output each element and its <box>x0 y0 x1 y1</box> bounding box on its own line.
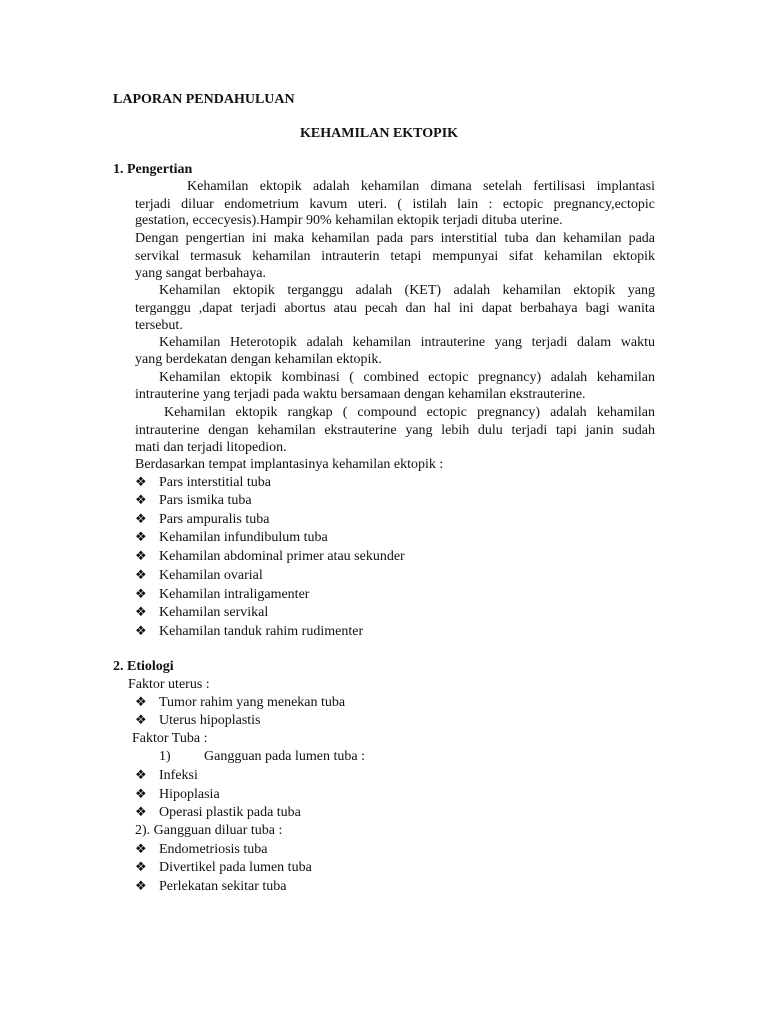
paragraph-line: servikal termasuk kehamilan intrauterin tetapi mempunyai sifat kehamilan ektopik <box>135 248 655 264</box>
list-item: Hipoplasia <box>159 787 220 802</box>
diamond-bullet-icon: ❖ <box>135 605 147 620</box>
faktor-tuba-label: Faktor Tuba : <box>132 731 208 746</box>
faktor-uterus-label: Faktor uterus : <box>128 677 210 692</box>
list-item: Pars interstitial tuba <box>159 475 271 490</box>
section-heading-etiologi: 2. Etiologi <box>113 659 174 674</box>
list-item: Kehamilan abdominal primer atau sekunder <box>159 549 405 564</box>
section-heading-pengertian: 1. Pengertian <box>113 162 193 177</box>
document-title: LAPORAN PENDAHULUAN <box>113 92 295 107</box>
list-item: Perlekatan sekitar tuba <box>159 879 287 894</box>
list-item: Endometriosis tuba <box>159 842 268 857</box>
diamond-bullet-icon: ❖ <box>135 549 147 564</box>
sub-item-heading: Gangguan pada lumen tuba : <box>204 749 365 764</box>
diamond-bullet-icon: ❖ <box>135 787 147 802</box>
diamond-bullet-icon: ❖ <box>135 624 147 639</box>
paragraph-line: Dengan pengertian ini maka kehamilan pada pars interstitial tuba dan kehamilan pada <box>135 231 655 246</box>
diamond-bullet-icon: ❖ <box>135 860 147 875</box>
diamond-bullet-icon: ❖ <box>135 587 147 602</box>
paragraph-line: yang sangat berbahaya. <box>135 266 266 281</box>
diamond-bullet-icon: ❖ <box>135 512 147 527</box>
sub-item-number: 1) <box>159 749 171 764</box>
diamond-bullet-icon: ❖ <box>135 530 147 545</box>
list-item: Pars ampuralis tuba <box>159 512 270 527</box>
list-item: Kehamilan infundibulum tuba <box>159 530 328 545</box>
diamond-bullet-icon: ❖ <box>135 695 147 710</box>
paragraph-line: Berdasarkan tempat implantasinya kehamilan ektopik : <box>135 457 444 472</box>
list-item: Divertikel pada lumen tuba <box>159 860 312 875</box>
list-item: Kehamilan servikal <box>159 605 269 620</box>
list-item: Infeksi <box>159 768 198 783</box>
paragraph-line: intrauterine dengan kehamilan ekstrauterine yang lebih dulu terjadi tapi janin sudah <box>135 422 655 438</box>
paragraph-line: mati dan terjadi litopedion. <box>135 440 287 455</box>
list-item: Operasi plastik pada tuba <box>159 805 301 820</box>
document-subtitle: KEHAMILAN EKTOPIK <box>300 126 459 141</box>
paragraph-line: Kehamilan Heterotopik adalah kehamilan intrauterine yang terjadi dalam waktu <box>159 335 655 350</box>
paragraph-line: intrauterine yang terjadi pada waktu bersamaan dengan kehamilan ekstrauterine. <box>135 387 586 402</box>
diamond-bullet-icon: ❖ <box>135 713 147 728</box>
list-item: Kehamilan intraligamenter <box>159 587 310 602</box>
list-item: Kehamilan tanduk rahim rudimenter <box>159 624 364 639</box>
paragraph-line: terjadi diluar endometrium kavum uteri. ( istilah lain : ectopic pregnancy,ectopic <box>135 196 655 212</box>
diamond-bullet-icon: ❖ <box>135 805 147 820</box>
sub-item-heading: 2). Gangguan diluar tuba : <box>135 823 283 838</box>
list-item: Tumor rahim yang menekan tuba <box>159 695 346 710</box>
paragraph-line: Kehamilan ektopik kombinasi ( combined ectopic pregnancy) adalah kehamilan <box>159 370 655 385</box>
list-item: Uterus hipoplastis <box>159 713 261 728</box>
paragraph-line: Kehamilan ektopik adalah kehamilan dimana setelah fertilisasi implantasi <box>187 179 655 194</box>
diamond-bullet-icon: ❖ <box>135 475 147 490</box>
list-item: Kehamilan ovarial <box>159 568 263 583</box>
paragraph-line: Kehamilan ektopik rangkap ( compound ectopic pregnancy) adalah kehamilan <box>164 405 655 420</box>
list-item: Pars ismika tuba <box>159 493 252 508</box>
paragraph-line: terganggu ,dapat terjadi abortus atau pecah dan hal ini dapat berbahaya bagi wanita <box>135 300 655 316</box>
paragraph-line: yang berdekatan dengan kehamilan ektopik. <box>135 352 382 367</box>
paragraph-line: tersebut. <box>135 318 183 333</box>
diamond-bullet-icon: ❖ <box>135 879 147 894</box>
diamond-bullet-icon: ❖ <box>135 493 147 508</box>
diamond-bullet-icon: ❖ <box>135 568 147 583</box>
paragraph-line: gestation, eccecyesis).Hampir 90% kehamilan ektopik terjadi dituba uterine. <box>135 213 563 228</box>
diamond-bullet-icon: ❖ <box>135 842 147 857</box>
paragraph-line: Kehamilan ektopik terganggu adalah (KET) adalah kehamilan ektopik yang <box>159 283 655 298</box>
diamond-bullet-icon: ❖ <box>135 768 147 783</box>
